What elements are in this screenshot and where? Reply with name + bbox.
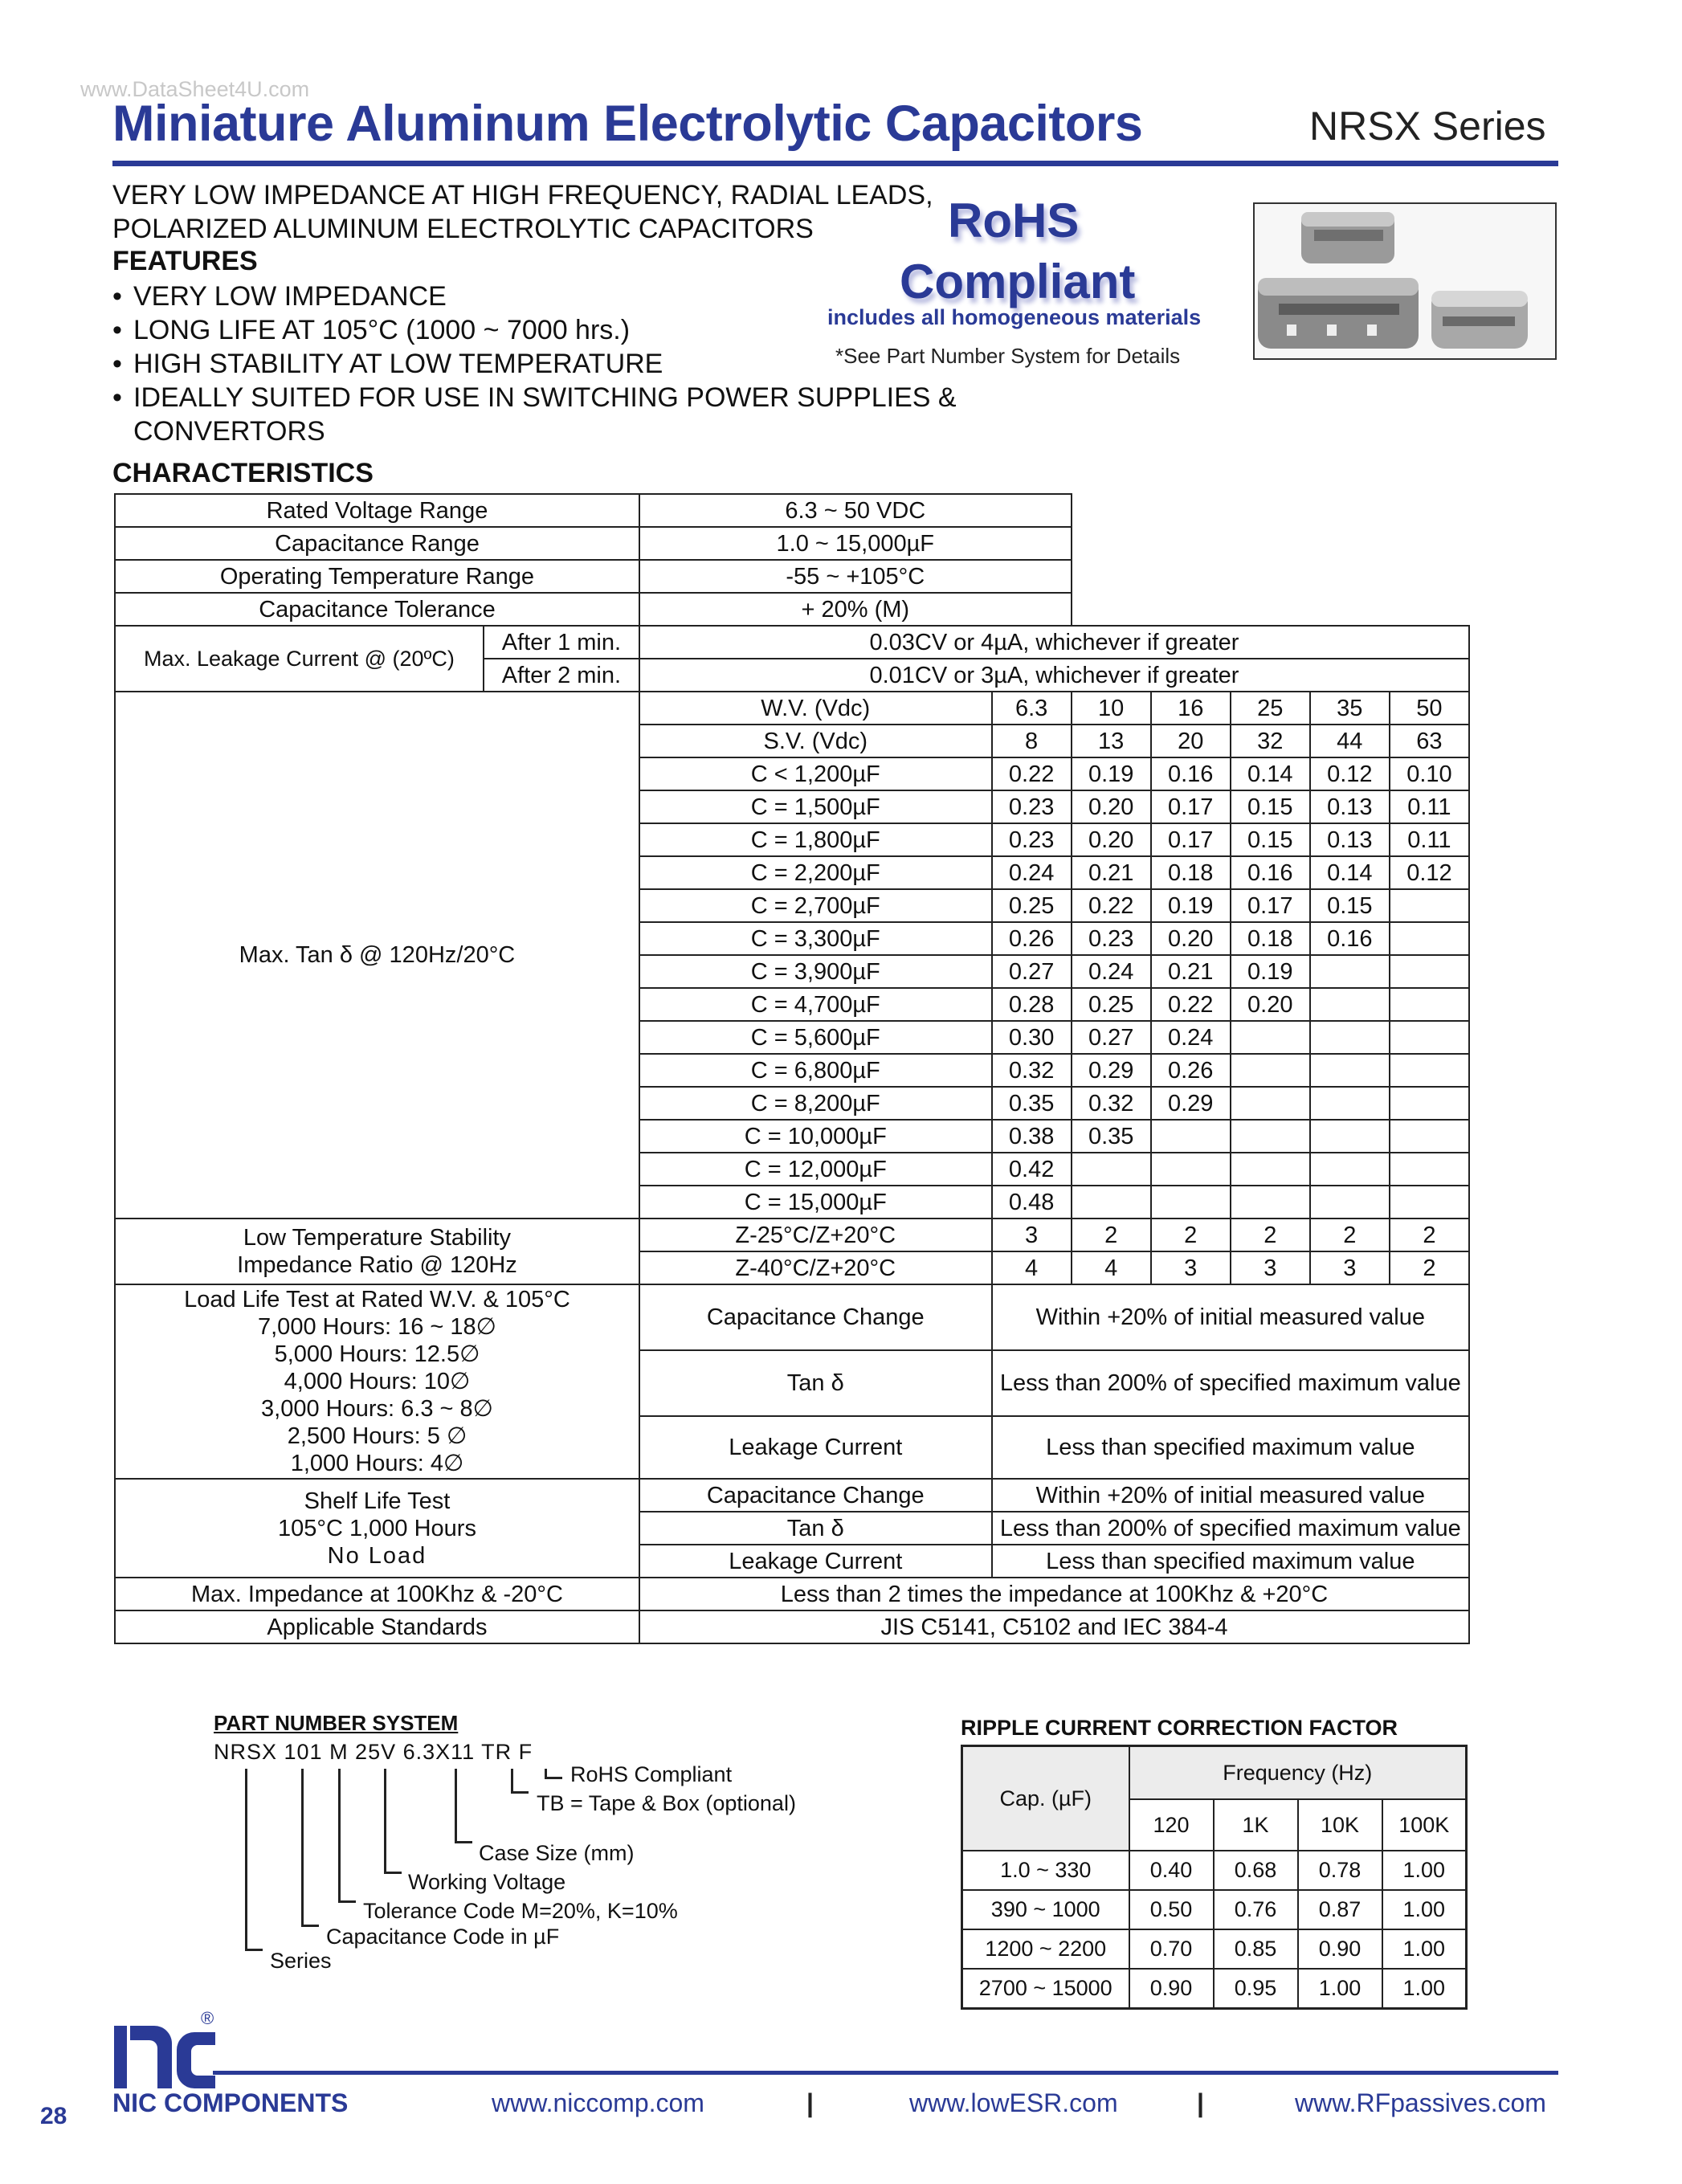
part-number-code: NRSX 101 M 25V 6.3X11 TR F [214, 1740, 533, 1764]
tan-cell [1231, 1021, 1310, 1054]
temperature-range-label: Operating Temperature Range [115, 560, 639, 593]
tan-cap: C = 12,000µF [639, 1153, 992, 1186]
table-row [115, 527, 1469, 560]
wv-cell: 16 [1151, 692, 1231, 725]
shelf-leak-label: Leakage Current [639, 1545, 992, 1578]
ripple-cap-header: Cap. (µF) [962, 1746, 1129, 1851]
tan-cell [1231, 1153, 1310, 1186]
table-row [115, 560, 1469, 593]
shelf-life-line: Shelf Life Test [304, 1488, 451, 1514]
tan-cell: 0.21 [1151, 955, 1231, 988]
shelf-life-line: 105°C 1,000 Hours [277, 1515, 476, 1541]
pn-tb-label: TB = Tape & Box (optional) [537, 1791, 796, 1815]
tan-cell: 0.13 [1310, 790, 1390, 823]
tan-cell: 0.15 [1231, 790, 1310, 823]
tan-cap: C = 6,800µF [639, 1054, 992, 1087]
rohs-compliant: Compliant [900, 255, 1136, 308]
sv-cell: 13 [1072, 725, 1151, 757]
tan-cell: 0.21 [1072, 856, 1151, 889]
tan-cell [1231, 1054, 1310, 1087]
footer-link-lowesr[interactable]: www.lowESR.com [909, 2088, 1118, 2117]
ripple-cell: 0.87 [1298, 1890, 1382, 1929]
tan-cell: 0.12 [1310, 757, 1390, 790]
registered-mark: ® [201, 2008, 214, 2028]
shelf-leak-value: Less than specified maximum value [992, 1545, 1469, 1578]
table-row [115, 692, 1469, 725]
footer-separator: | [806, 2088, 814, 2117]
tan-cell [1310, 955, 1390, 988]
tan-cell [1390, 889, 1469, 922]
tan-cell: 0.48 [992, 1186, 1072, 1219]
load-life-line: Load Life Test at Rated W.V. & 105°C [184, 1287, 570, 1312]
z-ratio-label: Z-40°C/Z+20°C [639, 1251, 992, 1284]
rohs-title: RoHS [948, 194, 1080, 247]
table-row [962, 1851, 1467, 1890]
tan-cell: 0.27 [1072, 1021, 1151, 1054]
tan-cell [1072, 1153, 1151, 1186]
z-cell: 3 [1151, 1251, 1231, 1284]
pn-series-label: Series [270, 1949, 332, 1973]
tan-cap: C < 1,200µF [639, 757, 992, 790]
leader-line [455, 1769, 457, 1843]
wv-cell: 25 [1231, 692, 1310, 725]
table-row [962, 1969, 1467, 2009]
sv-cell: 20 [1151, 725, 1231, 757]
footer-rule [213, 2071, 1558, 2075]
tan-cell: 0.26 [1151, 1054, 1231, 1087]
freq-cell: 120 [1129, 1799, 1214, 1851]
tan-cell: 0.23 [1072, 922, 1151, 955]
z-cell: 2 [1072, 1219, 1151, 1251]
ripple-cell: 1.00 [1298, 1969, 1382, 2009]
tan-cell: 0.16 [1231, 856, 1310, 889]
tan-cell [1310, 1120, 1390, 1153]
part-number-heading: PART NUMBER SYSTEM [214, 1711, 459, 1735]
tan-cell: 0.18 [1151, 856, 1231, 889]
ripple-cap: 2700 ~ 15000 [962, 1969, 1129, 2009]
tan-label: Max. Tan δ @ 120Hz/20°C [115, 692, 639, 1219]
ripple-cell: 0.85 [1214, 1929, 1298, 1969]
page-number: 28 [40, 2103, 67, 2129]
table-row [115, 626, 1469, 659]
tan-cell: 0.12 [1390, 856, 1469, 889]
table-row [115, 1578, 1469, 1610]
table-row [962, 1890, 1467, 1929]
tan-cell: 0.27 [992, 955, 1072, 988]
wv-cell: 10 [1072, 692, 1151, 725]
ripple-cell: 1.00 [1382, 1851, 1467, 1890]
tan-cell: 0.14 [1310, 856, 1390, 889]
leakage-after2-label: After 2 min. [484, 659, 639, 692]
capacitance-range-value: 1.0 ~ 15,000µF [639, 527, 1072, 560]
series-name: NRSX Series [1309, 104, 1546, 149]
tan-cell: 0.32 [992, 1054, 1072, 1087]
tan-cell: 0.22 [1072, 889, 1151, 922]
leader-line [511, 1791, 529, 1794]
low-temp-label-2: Impedance Ratio @ 120Hz [237, 1252, 517, 1278]
tan-cell: 0.14 [1231, 757, 1310, 790]
tan-cap: C = 10,000µF [639, 1120, 992, 1153]
tan-cell: 0.19 [1231, 955, 1310, 988]
intro-line-1: VERY LOW IMPEDANCE AT HIGH FREQUENCY, RADIAL LEADS, [112, 180, 933, 210]
feature-item: • VERY LOW IMPEDANCE [112, 280, 1060, 313]
wv-label: W.V. (Vdc) [639, 692, 992, 725]
low-temp-label [115, 1219, 639, 1284]
tan-cell [1231, 1087, 1310, 1120]
pn-tolerance-label: Tolerance Code M=20%, K=10% [363, 1899, 678, 1923]
shelf-tan-label: Tan δ [639, 1512, 992, 1545]
tan-cap: C = 1,500µF [639, 790, 992, 823]
tan-cell: 0.13 [1310, 823, 1390, 856]
load-life-line: 2,500 Hours: 5 ∅ [287, 1423, 467, 1449]
feature-item: • IDEALLY SUITED FOR USE IN SWITCHING POWER SUPPLIES & CONVERTORS [112, 381, 1060, 448]
table-row [115, 1219, 1469, 1251]
leader-line [301, 1769, 304, 1926]
load-life-label [115, 1284, 639, 1479]
tan-cell: 0.22 [992, 757, 1072, 790]
leader-line [245, 1769, 247, 1950]
rohs-subtitle: includes all homogeneous materials [827, 305, 1202, 329]
tan-cell [1390, 1186, 1469, 1219]
tan-cell: 0.29 [1151, 1087, 1231, 1120]
wv-cell: 6.3 [992, 692, 1072, 725]
tan-cap: C = 1,800µF [639, 823, 992, 856]
load-tan-label: Tan δ [639, 1350, 992, 1416]
tan-cell: 0.24 [992, 856, 1072, 889]
freq-cell: 10K [1298, 1799, 1382, 1851]
tan-cell [1390, 1120, 1469, 1153]
characteristics-heading: CHARACTERISTICS [112, 458, 374, 488]
leakage-after2-value: 0.01CV or 3µA, whichever if greater [639, 659, 1469, 692]
tan-cell [1390, 1021, 1469, 1054]
tolerance-label: Capacitance Tolerance [115, 593, 639, 626]
ripple-cell: 0.90 [1298, 1929, 1382, 1969]
tan-cell: 0.20 [1072, 790, 1151, 823]
leader-line [245, 1949, 263, 1951]
leader-line [301, 1925, 319, 1927]
tan-cell: 0.42 [992, 1153, 1072, 1186]
load-life-line: 7,000 Hours: 16 ~ 18∅ [258, 1314, 496, 1340]
tan-cell: 0.29 [1072, 1054, 1151, 1087]
table-row [115, 593, 1469, 626]
shelf-cap-value: Within +20% of initial measured value [992, 1479, 1469, 1512]
tan-cell: 0.28 [992, 988, 1072, 1021]
characteristics-table [114, 493, 1470, 1644]
shelf-cap-label: Capacitance Change [639, 1479, 992, 1512]
footer-separator: | [1197, 2088, 1204, 2117]
tolerance-value: + 20% (M) [639, 593, 1072, 626]
tan-cell: 0.30 [992, 1021, 1072, 1054]
tan-cap: C = 3,900µF [639, 955, 992, 988]
table-row [962, 1929, 1467, 1969]
table-row [115, 1610, 1469, 1643]
footer-link-rfpassives[interactable]: www.RFpassives.com [1295, 2088, 1546, 2117]
load-life-line: 3,000 Hours: 6.3 ~ 8∅ [261, 1396, 493, 1422]
tan-cell: 0.24 [1151, 1021, 1231, 1054]
tan-cell: 0.11 [1390, 823, 1469, 856]
tan-cell: 0.18 [1231, 922, 1310, 955]
leader-line [338, 1769, 341, 1902]
pn-capacitance-label: Capacitance Code in µF [326, 1925, 560, 1949]
leakage-after1-label: After 1 min. [484, 626, 639, 659]
load-cap-label: Capacitance Change [639, 1284, 992, 1350]
ripple-cell: 0.90 [1129, 1969, 1214, 2009]
tan-cell: 0.15 [1231, 823, 1310, 856]
load-life-line: 1,000 Hours: 4∅ [290, 1451, 464, 1476]
wv-cell: 50 [1390, 692, 1469, 725]
impedance-label: Max. Impedance at 100Khz & -20°C [115, 1578, 639, 1610]
rohs-note: *See Part Number System for Details [835, 344, 1181, 368]
z-cell: 2 [1231, 1219, 1310, 1251]
tan-cell: 0.19 [1072, 757, 1151, 790]
tan-cell [1390, 1153, 1469, 1186]
tan-cell: 0.15 [1310, 889, 1390, 922]
tan-cell [1390, 955, 1469, 988]
tan-cap: C = 15,000µF [639, 1186, 992, 1219]
tan-cell [1310, 1087, 1390, 1120]
tan-cell: 0.17 [1231, 889, 1310, 922]
table-row [115, 1479, 1469, 1512]
tan-cell: 0.11 [1390, 790, 1469, 823]
load-leak-label: Leakage Current [639, 1416, 992, 1479]
tan-cell [1231, 1186, 1310, 1219]
leakage-after1-value: 0.03CV or 4µA, whichever if greater [639, 626, 1469, 659]
sv-label: S.V. (Vdc) [639, 725, 992, 757]
ripple-cell: 0.40 [1129, 1851, 1214, 1890]
sv-cell: 44 [1310, 725, 1390, 757]
watermark: www.DataSheet4U.com [80, 77, 310, 101]
sv-cell: 63 [1390, 725, 1469, 757]
capacitance-range-label: Capacitance Range [115, 527, 639, 560]
table-row [115, 494, 1469, 527]
company-name: NIC COMPONENTS [112, 2088, 349, 2117]
tan-cell: 0.24 [1072, 955, 1151, 988]
sv-cell: 8 [992, 725, 1072, 757]
tan-cell: 0.20 [1231, 988, 1310, 1021]
tan-cell [1390, 1087, 1469, 1120]
low-temp-label-1: Low Temperature Stability [243, 1225, 512, 1251]
ripple-cell: 1.00 [1382, 1929, 1467, 1969]
feature-item: • HIGH STABILITY AT LOW TEMPERATURE [112, 347, 1060, 381]
tan-cell: 0.16 [1151, 757, 1231, 790]
tan-cell [1310, 988, 1390, 1021]
load-leak-value: Less than specified maximum value [992, 1416, 1469, 1479]
leader-line [384, 1872, 402, 1874]
z-cell: 3 [992, 1219, 1072, 1251]
tan-cell [1151, 1120, 1231, 1153]
tan-cell: 0.20 [1072, 823, 1151, 856]
temperature-range-value: -55 ~ +105°C [639, 560, 1072, 593]
features-heading: FEATURES [112, 246, 258, 276]
tan-cell: 0.19 [1151, 889, 1231, 922]
shelf-life-label [115, 1479, 639, 1578]
load-tan-value: Less than 200% of specified maximum value [992, 1350, 1469, 1416]
tan-cell: 0.26 [992, 922, 1072, 955]
capacitor-photo [1253, 202, 1557, 360]
ripple-cell: 0.68 [1214, 1851, 1298, 1890]
z-cell: 4 [992, 1251, 1072, 1284]
tan-cell: 0.38 [992, 1120, 1072, 1153]
tan-cell: 0.10 [1390, 757, 1469, 790]
tan-cell: 0.25 [1072, 988, 1151, 1021]
tan-cell [1072, 1186, 1151, 1219]
table-row [962, 1746, 1467, 1800]
tan-cell: 0.32 [1072, 1087, 1151, 1120]
feature-item: • LONG LIFE AT 105°C (1000 ~ 7000 hrs.) [112, 313, 1060, 347]
rated-voltage-value: 6.3 ~ 50 VDC [639, 494, 1072, 527]
tan-cell: 0.16 [1310, 922, 1390, 955]
tan-cell [1310, 1186, 1390, 1219]
ripple-cell: 0.78 [1298, 1851, 1382, 1890]
pn-voltage-label: Working Voltage [408, 1870, 566, 1894]
table-row [115, 1284, 1469, 1350]
z-ratio-label: Z-25°C/Z+20°C [639, 1219, 992, 1251]
z-cell: 2 [1151, 1219, 1231, 1251]
standards-value: JIS C5141, C5102 and IEC 384-4 [639, 1610, 1469, 1643]
tan-cap: C = 2,200µF [639, 856, 992, 889]
tan-cell: 0.23 [992, 823, 1072, 856]
tan-cell [1310, 1054, 1390, 1087]
ripple-cell: 1.00 [1382, 1969, 1467, 2009]
footer-link-niccomp[interactable]: www.niccomp.com [492, 2088, 704, 2117]
z-cell: 4 [1072, 1251, 1151, 1284]
tan-cell [1310, 1021, 1390, 1054]
load-life-line: 5,000 Hours: 12.5∅ [274, 1341, 480, 1367]
leader-line [511, 1769, 513, 1793]
standards-label: Applicable Standards [115, 1610, 639, 1643]
ripple-cap: 390 ~ 1000 [962, 1890, 1129, 1929]
header-rule [112, 161, 1558, 166]
ripple-freq-header: Frequency (Hz) [1129, 1746, 1467, 1800]
z-cell: 3 [1310, 1251, 1390, 1284]
sv-cell: 32 [1231, 725, 1310, 757]
ripple-cell: 0.76 [1214, 1890, 1298, 1929]
tan-cap: C = 5,600µF [639, 1021, 992, 1054]
tan-cell: 0.17 [1151, 790, 1231, 823]
freq-cell: 1K [1214, 1799, 1298, 1851]
tan-cell [1310, 1153, 1390, 1186]
leader-line [384, 1769, 386, 1873]
tan-cell [1231, 1120, 1310, 1153]
tan-cell [1151, 1153, 1231, 1186]
tan-cell [1390, 922, 1469, 955]
impedance-value: Less than 2 times the impedance at 100Khz & +20°C [639, 1578, 1469, 1610]
ripple-cap: 1200 ~ 2200 [962, 1929, 1129, 1969]
tan-cell: 0.35 [992, 1087, 1072, 1120]
z-cell: 2 [1310, 1219, 1390, 1251]
z-cell: 3 [1231, 1251, 1310, 1284]
load-cap-value: Within +20% of initial measured value [992, 1284, 1469, 1350]
leader-line [338, 1900, 356, 1903]
ripple-heading: RIPPLE CURRENT CORRECTION FACTOR [961, 1716, 1398, 1740]
tan-cap: C = 2,700µF [639, 889, 992, 922]
ripple-cap: 1.0 ~ 330 [962, 1851, 1129, 1890]
pn-rohs-label: RoHS Compliant [570, 1762, 733, 1786]
tan-cell: 0.17 [1151, 823, 1231, 856]
z-cell: 2 [1390, 1219, 1469, 1251]
z-cell: 2 [1390, 1251, 1469, 1284]
tan-cap: C = 4,700µF [639, 988, 992, 1021]
load-life-line: 4,000 Hours: 10∅ [284, 1369, 471, 1394]
tan-cell: 0.23 [992, 790, 1072, 823]
leader-line [455, 1841, 472, 1843]
tan-cell: 0.22 [1151, 988, 1231, 1021]
ripple-cell: 0.95 [1214, 1969, 1298, 2009]
rated-voltage-label: Rated Voltage Range [115, 494, 639, 527]
shelf-tan-value: Less than 200% of specified maximum value [992, 1512, 1469, 1545]
wv-cell: 35 [1310, 692, 1390, 725]
tan-cell: 0.25 [992, 889, 1072, 922]
ripple-table [961, 1745, 1468, 2010]
tan-cell [1151, 1186, 1231, 1219]
tan-cell: 0.35 [1072, 1120, 1151, 1153]
tan-cap: C = 3,300µF [639, 922, 992, 955]
ripple-cell: 0.70 [1129, 1929, 1214, 1969]
ripple-cell: 1.00 [1382, 1890, 1467, 1929]
tan-cell [1390, 988, 1469, 1021]
leakage-label: Max. Leakage Current @ (20ºC) [115, 626, 484, 692]
ripple-cell: 0.50 [1129, 1890, 1214, 1929]
freq-cell: 100K [1382, 1799, 1467, 1851]
intro-line-2: POLARIZED ALUMINUM ELECTROLYTIC CAPACITORS [112, 214, 814, 244]
tan-cell [1390, 1054, 1469, 1087]
page-title: Miniature Aluminum Electrolytic Capacitors [112, 96, 1143, 152]
shelf-life-line: No Load [327, 1542, 427, 1569]
tan-cap: C = 8,200µF [639, 1087, 992, 1120]
tan-cell: 0.20 [1151, 922, 1231, 955]
pn-case-label: Case Size (mm) [479, 1841, 635, 1865]
leader-line [545, 1777, 562, 1779]
